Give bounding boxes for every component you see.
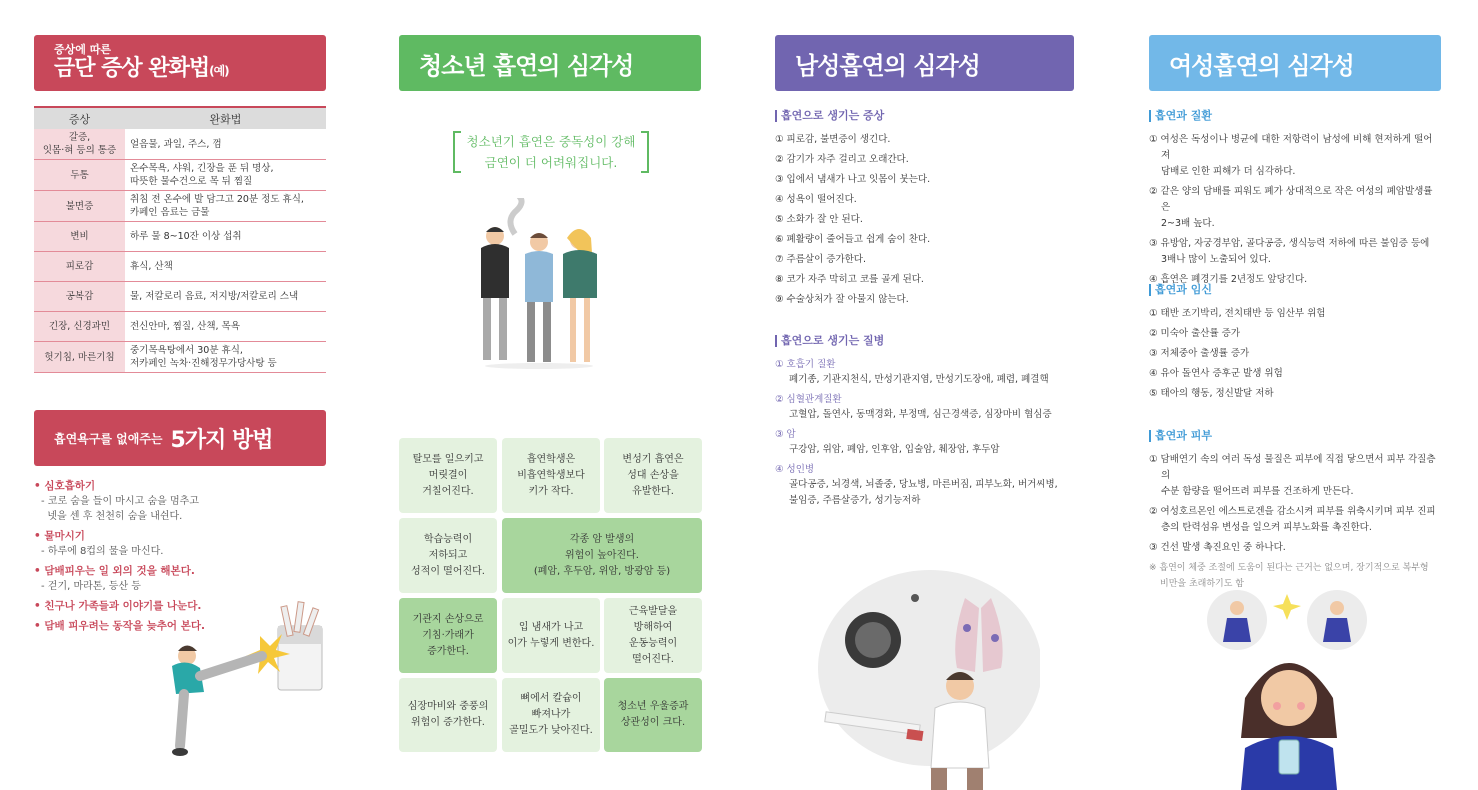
quote-line-2: 금연이 더 어려워집니다.: [484, 155, 618, 170]
quote-line-1: 청소년기 흡연은 중독성이 강해: [466, 134, 636, 149]
list-item: ③ 저체중아 출생률 증가: [1149, 348, 1250, 359]
female-pregnancy-list: [1149, 306, 1441, 406]
disease-list-text: 고혈압, 돌연사, 동맥경화, 부정맥, 심근경색증, 심장마비 협심증: [789, 409, 1052, 420]
table-row: [34, 129, 326, 160]
female-banner: [1149, 35, 1441, 91]
table-header-row: [34, 107, 326, 129]
list-item: ① 여성은 독성이나 병균에 대한 저항력이 남성에 비해 현저하게 떨어져 담배로 인한 피해가 더 심각하다.: [1149, 134, 1433, 177]
effect-cell: 근육발달을 방해하여 운동능력이 떨어진다.: [604, 598, 702, 673]
female-disease-list: [1149, 132, 1441, 292]
list-item: ① 담배연기 속의 여러 독성 물질은 피부에 직접 닿으면서 피부 각질층의 수분 함량을 떨어뜨려 피부를 건조하게 만든다.: [1149, 454, 1436, 497]
male-smoker-illustration: [815, 568, 1040, 790]
male-symptoms-list: [775, 130, 1075, 310]
list-item: ④ 유아 돌연사 증후군 발생 위험: [1149, 368, 1283, 379]
list-item: ② 감기가 자주 걸리고 오래간다.: [775, 154, 909, 165]
list-item: ① 피로감, 불면증이 생긴다.: [775, 134, 891, 145]
youth-banner-title: 청소년 흡연의 심각성: [419, 51, 634, 80]
list-item: ⑤ 소화가 잘 안 된다.: [775, 214, 863, 225]
teens-smoking-illustration: [475, 198, 605, 373]
banner-title-suffix: (예): [209, 63, 229, 78]
step-heading: • 친구나 가족들과 이야기를 나눈다.: [34, 600, 202, 612]
kick-cigarettes-illustration: [142, 596, 342, 766]
symptom-cell: 두통: [34, 160, 125, 191]
list-item: ③ 입에서 냄새가 나고 잇몸이 붓는다.: [775, 174, 931, 185]
male-diseases-heading: 흡연으로 생기는 질병: [775, 335, 884, 347]
male-banner-title: 남성흡연의 심각성: [795, 51, 980, 80]
five-ways-banner: [34, 410, 326, 466]
effect-cell: 각종 암 발생의 위험이 높아진다. (폐암, 후두암, 위암, 방광암 등): [502, 518, 702, 593]
disease-list-text: 폐기종, 기관지천식, 만성기관지염, 만성기도장애, 폐렴, 폐결핵: [789, 374, 1049, 385]
disease-category: ① 호흡기 질환: [775, 359, 836, 370]
effect-cell: 탈모를 일으키고 머릿결이 거칠어진다.: [399, 438, 497, 513]
disease-category: ③ 암: [775, 429, 796, 440]
list-item: ⑦ 주름살이 증가한다.: [775, 254, 866, 265]
symptom-table: [34, 106, 326, 373]
table-row: [34, 282, 326, 312]
step-heading: • 담배 피우려는 동작을 늦추어 본다.: [34, 620, 205, 632]
effect-cell: 심장마비와 중풍의 위험이 증가한다.: [399, 678, 497, 752]
symptom-cell: 공복감: [34, 282, 125, 312]
remedy-cell: 휴식, 산책: [125, 252, 326, 282]
table-row: [34, 342, 326, 373]
symptom-cell: 불면증: [34, 191, 125, 222]
list-item: ⑧ 코가 자주 막히고 코를 골게 된다.: [775, 274, 924, 285]
effect-cell: 청소년 우울증과 상관성이 크다.: [604, 678, 702, 752]
step-heading: • 물마시기: [34, 530, 85, 542]
remedy-cell: 취침 전 온수에 발 담그고 20분 정도 휴식, 카페인 음료는 금물: [125, 191, 326, 222]
list-item: ② 여성호르몬인 에스트로겐을 감소시켜 피부를 위축시키며 피부 진피 층의 탄력섬유 변성을 일으켜 피부노화를 촉진한다.: [1149, 506, 1436, 533]
step-description: 넷을 센 후 천천히 숨을 내쉰다.: [41, 511, 183, 522]
header-symptom: 증상: [34, 107, 125, 129]
female-pregnancy-heading: 흡연과 임신: [1149, 284, 1212, 296]
banner-subtitle: 증상에 따른: [54, 42, 111, 56]
youth-effects-grid: [399, 438, 702, 752]
list-item: ② 같은 양의 담배를 피워도 폐가 상대적으로 작은 여성의 폐암발생률은 2~3배 높다.: [1149, 186, 1433, 229]
disease-list-text: 골다공증, 뇌경색, 뇌졸중, 당뇨병, 마른버짐, 피부노화, 버거씨병, 불임증, 주름살증가, 성기능저하: [789, 479, 1058, 506]
effect-cell: 입 냄새가 나고 이가 누렇게 변한다.: [502, 598, 600, 673]
youth-quote: [453, 131, 649, 173]
step-heading: • 담배피우는 일 외의 것을 해본다.: [34, 565, 195, 577]
list-item: ⑨ 수술상처가 잘 아물지 않는다.: [775, 294, 909, 305]
female-skin-list: [1149, 452, 1441, 592]
table-row: [34, 312, 326, 342]
disease-category: ④ 성인병: [775, 464, 815, 475]
effect-cell: 뼈에서 칼슘이 빠져나가 골밀도가 낮아진다.: [502, 678, 600, 752]
list-item: ⑥ 폐활량이 줄어들고 쉽게 숨이 찬다.: [775, 234, 931, 245]
youth-banner: [399, 35, 701, 91]
weight-note: ※ 흡연이 체중 조절에 도움이 된다는 근거는 없으며, 장기적으로 복부형 비만을 초래하기도 함: [1149, 563, 1429, 589]
remedy-cell: 물, 저칼로리 음료, 저지방/저칼로리 스낵: [125, 282, 326, 312]
quote-bracket-right: [641, 131, 649, 173]
youth-column: [399, 0, 702, 790]
effect-cell: 변성기 흡연은 성대 손상을 유발한다.: [604, 438, 702, 513]
female-column: [1149, 0, 1441, 790]
symptom-cell: 피로감: [34, 252, 125, 282]
male-diseases-list: [775, 353, 1075, 509]
female-smoker-illustration: [1205, 588, 1373, 790]
five-ways-title: 5가지 방법: [170, 427, 273, 453]
male-symptoms-heading: 흡연으로 생기는 증상: [775, 110, 884, 122]
remedy-cell: 얼음물, 과일, 주스, 껌: [125, 129, 326, 160]
banner-title: [54, 56, 229, 84]
symptom-cell: 갈증, 잇몸·혀 등의 통증: [34, 129, 125, 160]
withdrawal-banner: [34, 35, 326, 91]
list-item: ⑤ 태아의 행동, 정신발달 저하: [1149, 388, 1274, 399]
quote-bracket-left: [453, 131, 461, 173]
list-item: ④ 흡연은 폐경기를 2년정도 앞당긴다.: [1149, 274, 1308, 285]
banner-title-text: 금단 증상 완화법: [54, 55, 210, 81]
effect-cell: 기관지 손상으로 기침·가래가 증가한다.: [399, 598, 497, 673]
list-item: ② 미숙아 출산률 증가: [1149, 328, 1240, 339]
remedy-cell: 하루 물 8~10잔 이상 섭취: [125, 222, 326, 252]
list-item: ③ 건선 발생 촉진요인 중 하나다.: [1149, 542, 1286, 553]
remedy-cell: 온수목욕, 샤워, 긴장을 푼 뒤 명상, 따뜻한 물수건으로 목 뒤 찜질: [125, 160, 326, 191]
remedy-cell: 전신안마, 찜질, 산책, 목욕: [125, 312, 326, 342]
table-row: [34, 191, 326, 222]
list-item: ④ 성욕이 떨어진다.: [775, 194, 857, 205]
step-description: - 걷기, 마라톤, 등산 등: [41, 581, 141, 592]
step-heading: • 심호흡하기: [34, 480, 96, 492]
male-banner: [775, 35, 1074, 91]
effect-cell: 학습능력이 저하되고 성적이 떨어진다.: [399, 518, 497, 593]
effect-cell: 흡연학생은 비흡연학생보다 키가 작다.: [502, 438, 600, 513]
symptom-cell: 변비: [34, 222, 125, 252]
table-row: [34, 160, 326, 191]
table-row: [34, 252, 326, 282]
female-disease-heading: 흡연과 질환: [1149, 110, 1212, 122]
disease-list-text: 구강암, 위암, 폐암, 인후암, 입술암, 췌장암, 후두암: [789, 444, 1000, 455]
female-skin-heading: 흡연과 피부: [1149, 430, 1212, 442]
male-column: [775, 0, 1075, 790]
symptom-cell: 긴장, 신경과민: [34, 312, 125, 342]
withdrawal-column: [34, 0, 326, 790]
female-banner-title: 여성흡연의 심각성: [1169, 51, 1354, 80]
list-item: ③ 유방암, 자궁경부암, 골다공증, 생식능력 저하에 따른 불임증 등에 3배나 많이 노출되어 있다.: [1149, 238, 1430, 265]
header-remedy: 완화법: [125, 107, 326, 129]
step-description: - 코로 숨을 들이 마시고 숨을 멈추고: [41, 496, 199, 507]
table-row: [34, 222, 326, 252]
five-ways-subtitle: 흡연욕구를 없애주는: [54, 431, 163, 446]
disease-category: ② 심혈관계질환: [775, 394, 842, 405]
symptom-cell: 헛기침, 마른기침: [34, 342, 125, 373]
step-description: - 하루에 8컵의 물을 마신다.: [41, 546, 164, 557]
list-item: ① 태반 조기박리, 전치태반 등 임산부 위험: [1149, 308, 1326, 319]
remedy-cell: 중기목욕탕에서 30분 휴식, 저카페인 녹차·진해정무가당사탕 등: [125, 342, 326, 373]
